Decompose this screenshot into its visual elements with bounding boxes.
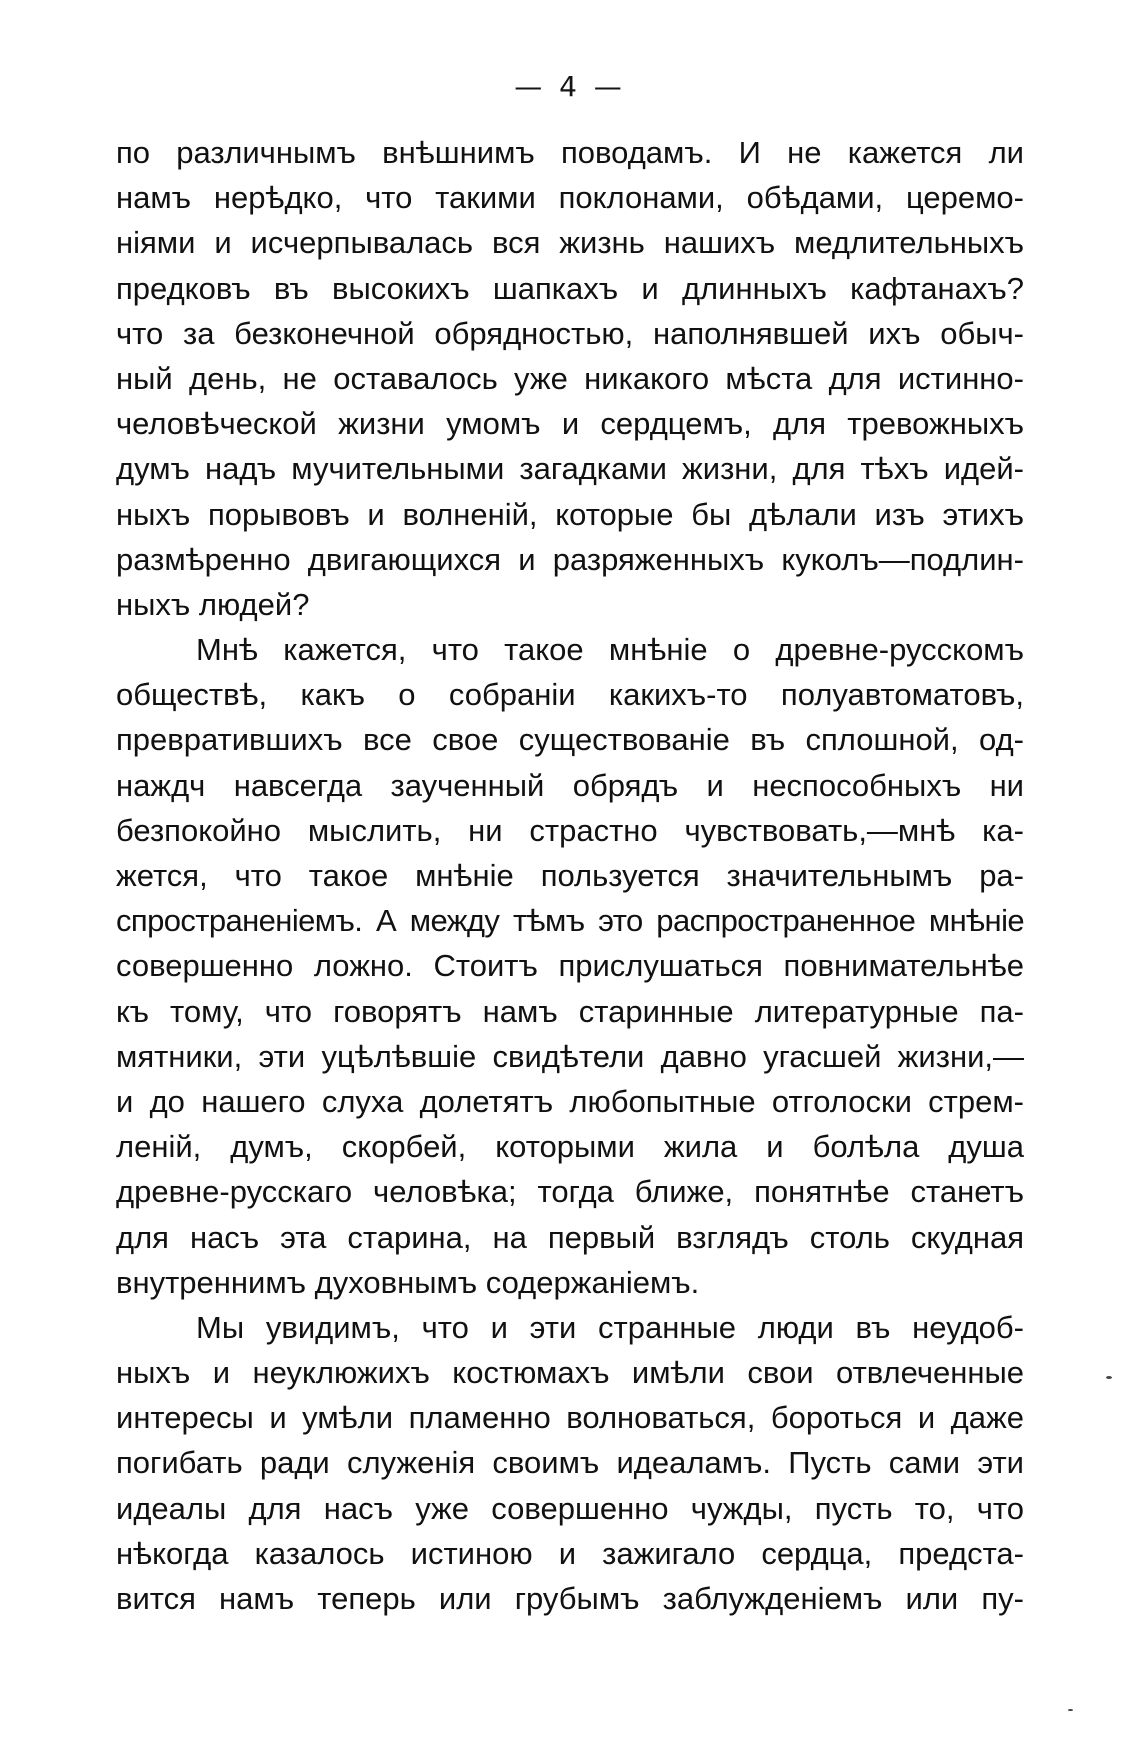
text-line: по различнымъ внѣшнимъ поводамъ. И не кажется ли: [116, 135, 1024, 170]
text-line: человѣческой жизни умомъ и сердцемъ, для тревожныхъ: [116, 406, 1024, 442]
page-text: [116, 130, 1024, 1621]
print-speck: [1106, 1376, 1112, 1379]
text-line: совершенно ложно. Стоитъ прислушаться повнимательнѣе: [116, 948, 1024, 984]
text-line: превратившихъ все свое существованіе въ сплошной, од-: [116, 722, 1024, 758]
text-line: къ тому, что говорятъ намъ старинные литературные па-: [116, 993, 1024, 1029]
text-line: для насъ эта старина, на первый взглядъ столь скудная: [116, 1219, 1024, 1255]
text-line: внутреннимъ духовнымъ содержаніемъ.: [116, 1264, 700, 1300]
text-line: ніями и исчерпывалась вся жизнь нашихъ медлительныхъ: [116, 225, 1024, 261]
text-line: безпокойно мыслить, ни страстно чувствовать,—мнѣ ка-: [116, 812, 1024, 848]
text-line: нѣкогда казалось истиною и зажигало сердца, предста-: [116, 1535, 1024, 1571]
text-line: что за безконечной обрядностью, наполнявшей ихъ обыч-: [116, 315, 1024, 351]
text-line: намъ нерѣдко, что такими поклонами, обѣдами, церемо-: [116, 180, 1024, 216]
text-line: и до нашего слуха долетятъ любопытные отголоски стрем-: [116, 1083, 1024, 1119]
paragraph-3: [116, 1305, 1024, 1621]
text-line: мятники, эти уцѣлѣвшіе свидѣтели давно угасшей жизни,—: [116, 1038, 1024, 1074]
text-line: идеалы для насъ уже совершенно чужды, пусть то, что: [116, 1490, 1024, 1526]
paragraph-1: [116, 130, 1024, 627]
text-line: Мы увидимъ, что и эти странные люди въ неудоб-: [196, 1309, 1024, 1345]
text-line: предковъ въ высокихъ шапкахъ и длинныхъ кафтанахъ?: [116, 270, 1024, 306]
text-line: леній, думъ, скорбей, которыми жила и болѣла душа: [116, 1129, 1024, 1165]
paragraph-2: [116, 627, 1024, 1305]
text-line: размѣренно двигающихся и разряженныхъ куколъ—подлин-: [116, 541, 1024, 577]
print-speck: [1068, 1709, 1073, 1711]
text-line: вится намъ теперь или грубымъ заблужденіемъ или пу-: [116, 1581, 1024, 1616]
text-line: погибать ради служенія своимъ идеаламъ. Пусть сами эти: [116, 1445, 1024, 1481]
page-number: — 4 —: [514, 70, 626, 103]
text-line: спространеніемъ. А между тѣмъ это распространенное мнѣніе: [116, 903, 1024, 939]
text-line: думъ надъ мучительными загадками жизни, для тѣхъ идей-: [116, 451, 1024, 487]
text-line: ныхъ и неуклюжихъ костюмахъ имѣли свои отвлеченные: [116, 1355, 1024, 1391]
text-line: древне-русскаго человѣка; тогда ближе, понятнѣе станетъ: [116, 1174, 1024, 1210]
text-line: Мнѣ кажется, что такое мнѣніе о древне-русскомъ: [196, 632, 1024, 668]
text-line: интересы и умѣли пламенно волноваться, бороться и даже: [116, 1400, 1024, 1436]
text-line: обществѣ, какъ о собраніи какихъ-то полуавтоматовъ,: [116, 677, 1024, 713]
text-line: ныхъ порывовъ и волненій, которые бы дѣлали изъ этихъ: [116, 496, 1024, 532]
text-line: ныхъ людей?: [116, 586, 310, 622]
text-line: ный день, не оставалось уже никакого мѣста для истинно-: [116, 360, 1024, 396]
text-line: наждч навсегда заученный обрядъ и неспособныхъ ни: [116, 767, 1024, 803]
text-line: жется, что такое мнѣніе пользуется значительнымъ ра-: [116, 858, 1024, 893]
